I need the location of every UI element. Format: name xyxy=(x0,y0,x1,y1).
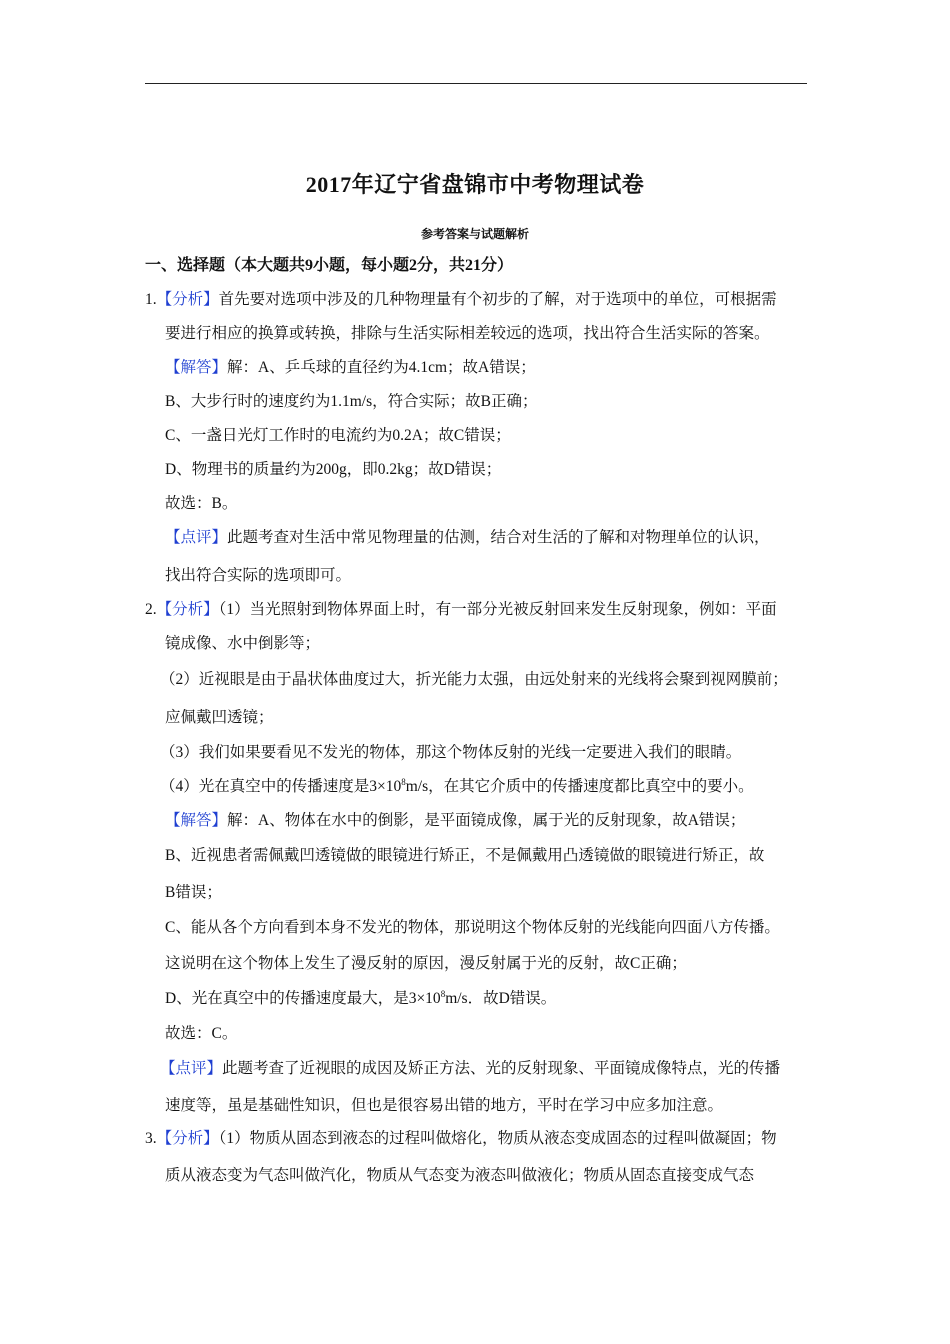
question-1-answer-line-1 xyxy=(165,358,536,378)
question-2-comment-line-2: 速度等，虽是基础性知识，但也是很容易出错的地方，平时在学习中应多加注意。 xyxy=(165,1097,724,1114)
page-title: 2017年辽宁省盘锦市中考物理试卷 xyxy=(305,172,645,197)
question-1-analysis-line-1 xyxy=(145,290,777,310)
analysis-text: （1）当光照射到物体界面上时，有一部分光被反射回来发生反射现象，例如：平面 xyxy=(218,601,777,618)
question-3-analysis-line-2: 质从液态变为气态叫做汽化，物质从气态变为液态叫做液化；物质从固态直接变成气态 xyxy=(165,1167,755,1184)
question-2-answer-line-7: 故选：C。 xyxy=(165,1025,238,1042)
question-2-analysis-line-2: 镜成像、水中倒影等； xyxy=(165,635,321,652)
question-2-analysis-line-4: 应佩戴凹透镜； xyxy=(165,709,274,726)
answer-tag: 【解答】 xyxy=(165,359,228,376)
comment-text: 此题考查了近视眼的成因及矫正方法、光的反射现象、平面镜成像特点，光的传播 xyxy=(222,1060,781,1077)
analysis-text: （1）物质从固态到液态的过程叫做熔化，物质从液态变成固态的过程叫做凝固；物 xyxy=(218,1130,777,1147)
question-number: 2. xyxy=(145,601,157,618)
question-2-analysis-line-5: （3）我们如果要看见不发光的物体，那这个物体反射的光线一定要进入我们的眼睛。 xyxy=(160,744,742,761)
question-3-analysis-line-1 xyxy=(145,1129,777,1149)
question-1-answer-line-5: 故选：B。 xyxy=(165,495,238,512)
exponent: 8 xyxy=(401,776,406,787)
question-2-answer-line-6 xyxy=(165,989,556,1009)
analysis-tag: 【分析】 xyxy=(156,1130,219,1147)
question-2-analysis-line-3: （2）近视眼是由于晶状体曲度过大，折光能力太强，由远处射来的光线将会聚到视网膜前； xyxy=(160,671,788,688)
question-1-analysis-line-2: 要进行相应的换算或转换，排除与生活实际相差较远的选项，找出符合生活实际的答案。 xyxy=(165,325,770,342)
answer-tag: 【解答】 xyxy=(165,812,228,829)
comment-tag: 【点评】 xyxy=(165,529,228,546)
question-2-answer-line-3: B错误； xyxy=(165,884,222,901)
question-1-comment-line-2: 找出符合实际的选项即可。 xyxy=(165,567,352,584)
question-1-comment-line-1 xyxy=(165,528,770,548)
question-number: 3. xyxy=(145,1130,157,1147)
question-2-comment-line-1 xyxy=(160,1059,780,1079)
question-2-answer-line-1 xyxy=(165,811,745,831)
speed-text-start: D、光在真空中的传播速度最大，是3×10 xyxy=(165,990,441,1007)
comment-tag: 【点评】 xyxy=(160,1060,223,1077)
speed-text-end: m/s，在其它介质中的传播速度都比真空中的要小。 xyxy=(405,778,754,795)
question-2-answer-line-5: 这说明在这个物体上发生了漫反射的原因，漫反射属于光的反射，故C正确； xyxy=(165,955,687,972)
question-1-answer-line-3: C、一盏日光灯工作时的电流约为0.2A；故C错误； xyxy=(165,427,511,444)
question-number: 1. xyxy=(145,291,157,308)
page-subtitle: 参考答案与试题解析 xyxy=(420,227,529,241)
analysis-tag: 【分析】 xyxy=(156,291,219,308)
question-2-analysis-line-1 xyxy=(145,600,777,620)
speed-text-end: m/s．故D错误。 xyxy=(445,990,557,1007)
speed-text-start: （4）光在真空中的传播速度是3×10 xyxy=(160,778,402,795)
question-2-analysis-line-6 xyxy=(160,777,754,797)
section-heading: 一、选择题（本大题共9小题，每小题2分，共21分） xyxy=(145,257,514,274)
header-rule xyxy=(145,83,807,84)
question-1-answer-line-4: D、物理书的质量约为200g，即0.2kg；故D错误； xyxy=(165,461,502,478)
question-1-answer-line-2: B、大步行时的速度约为1.1m/s，符合实际；故B正确； xyxy=(165,393,538,410)
analysis-tag: 【分析】 xyxy=(156,601,219,618)
analysis-text: 首先要对选项中涉及的几种物理量有个初步的了解，对于选项中的单位，可根据需 xyxy=(218,291,777,308)
question-2-answer-line-4: C、能从各个方向看到本身不发光的物体，那说明这个物体反射的光线能向四面八方传播。 xyxy=(165,919,780,936)
exponent: 8 xyxy=(440,988,446,999)
question-2-answer-line-2: B、近视患者需佩戴凹透镜做的眼镜进行矫正，不是佩戴用凸透镜做的眼镜进行矫正，故 xyxy=(165,847,765,864)
answer-text: 解：A、乒乓球的直径约为4.1cm；故A错误； xyxy=(227,359,536,376)
answer-text: 解：A、物体在水中的倒影，是平面镜成像，属于光的反射现象，故A错误； xyxy=(227,812,746,829)
comment-text: 此题考查对生活中常见物理量的估测，结合对生活的了解和对物理单位的认识， xyxy=(227,529,770,546)
